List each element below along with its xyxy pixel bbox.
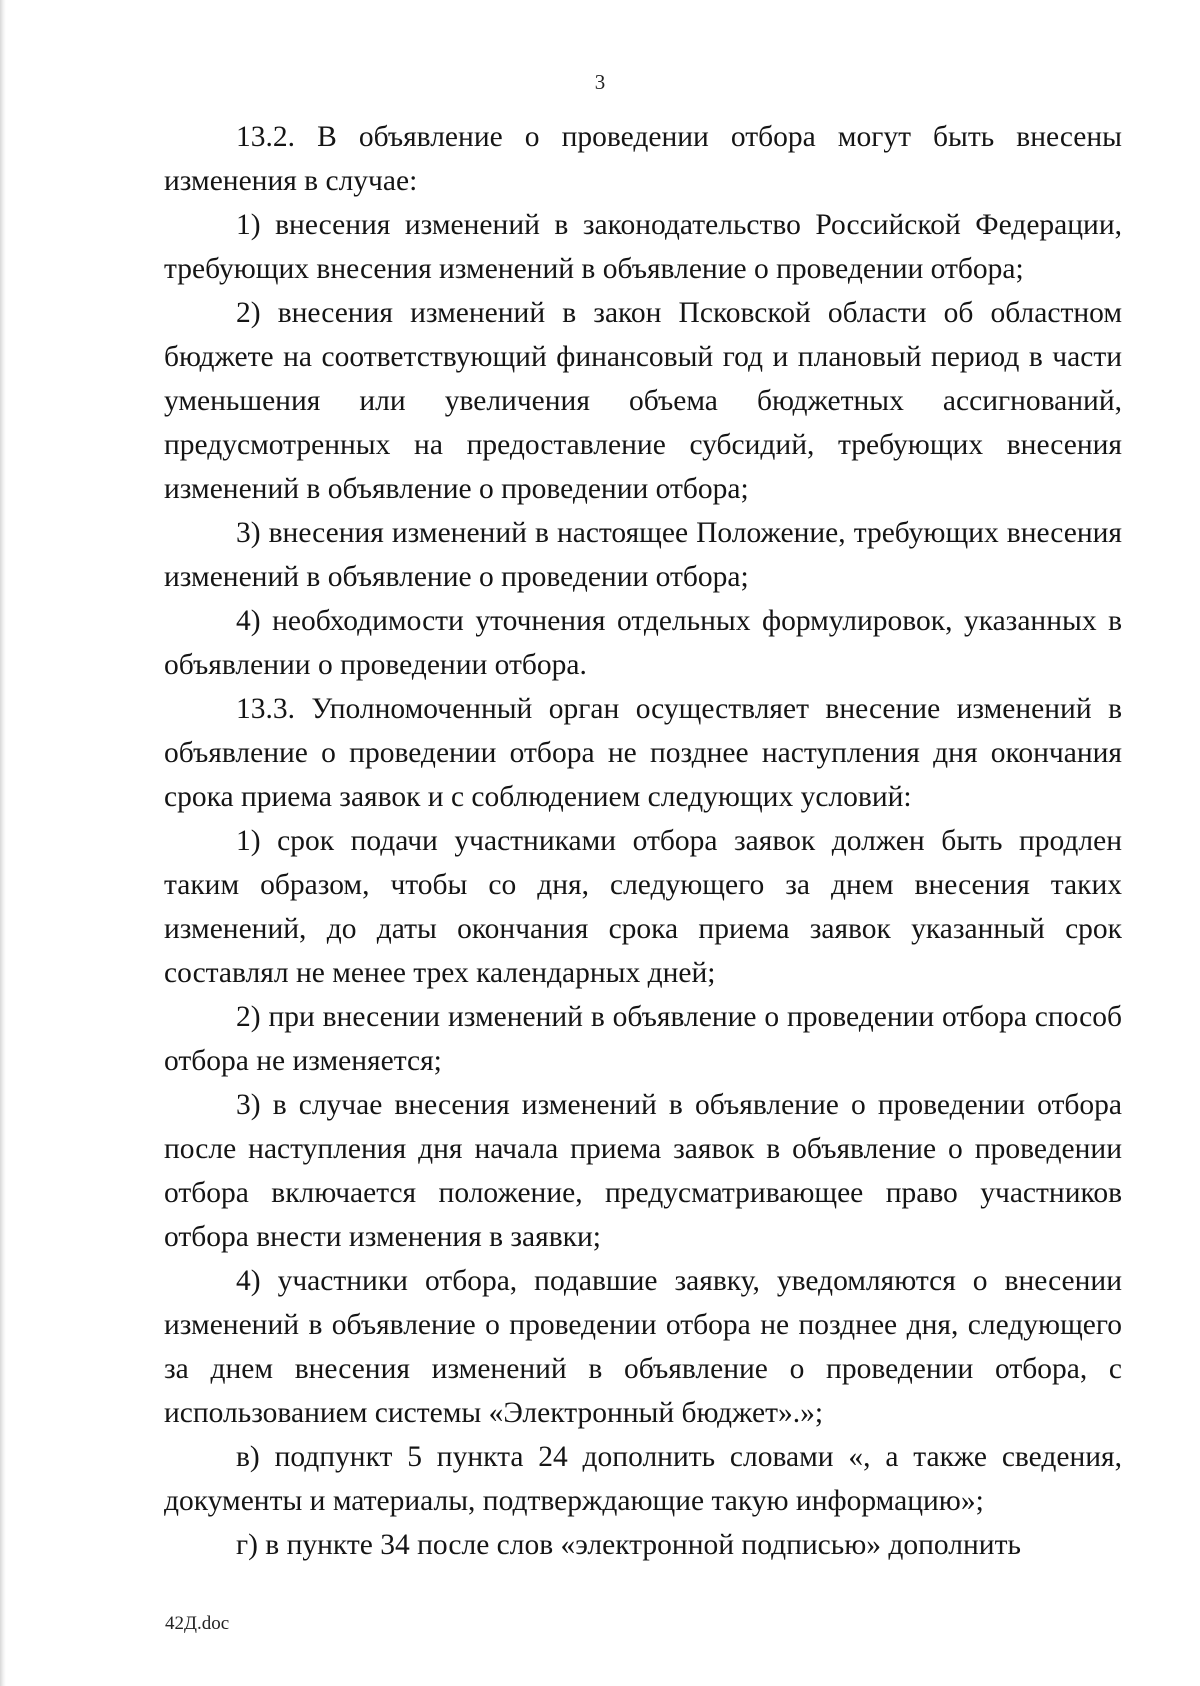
paragraph-v: в) подпункт 5 пункта 24 дополнить словами «, а также сведения, документы и материалы, подтверждающие такую информацию»; [164, 1441, 1122, 1517]
paragraph-13-2-item-2: 2) внесения изменений в закон Псковской области об областном бюджете на соответствующий финансовый год и плановый период в части уменьшения или увеличения объема бюджетных ассигнований, предусмотренных на предоставление субсидий, требующих внесения изменений в объявление о проведении отбора; [164, 297, 1122, 505]
paragraph-13-3-item-4: 4) участники отбора, подавшие заявку, уведомляются о внесении изменений в объявление о проведении отбора не позднее дня, следующего за днем внесения изменений в объявление о проведении отбора, с использованием системы «Электронный бюджет».»; [164, 1265, 1122, 1429]
scan-edge [0, 0, 6, 1686]
paragraph-13-2: 13.2. В объявление о проведении отбора могут быть внесены изменения в случае: [164, 121, 1122, 197]
paragraph-13-2-item-1: 1) внесения изменений в законодательство Российской Федерации, требующих внесения изменений в объявление о проведении отбора; [164, 209, 1122, 285]
document-body [164, 115, 1122, 1567]
paragraph-13-3-item-2: 2) при внесении изменений в объявление о проведении отбора способ отбора не изменяется; [164, 1001, 1122, 1077]
paragraph-13-3-item-1: 1) срок подачи участниками отбора заявок должен быть продлен таким образом, чтобы со дня, следующего за днем внесения таких изменений, до даты окончания срока приема заявок указанный срок составлял не менее трех календарных дней; [164, 825, 1122, 989]
paragraph-13-3: 13.3. Уполномоченный орган осуществляет внесение изменений в объявление о проведении отбора не позднее наступления дня окончания срока приема заявок и с соблюдением следующих условий: [164, 693, 1122, 813]
paragraph-13-2-item-3: 3) внесения изменений в настоящее Положение, требующих внесения изменений в объявление о проведении отбора; [164, 517, 1122, 593]
footer-filename: 42Д.doc [165, 1613, 230, 1634]
page-number: 3 [594, 70, 606, 94]
paragraph-13-2-item-4: 4) необходимости уточнения отдельных формулировок, указанных в объявлении о проведении отбора. [164, 605, 1122, 681]
paragraph-g: г) в пункте 34 после слов «электронной подписью» дополнить [236, 1529, 1021, 1561]
paragraph-13-3-item-3: 3) в случае внесения изменений в объявление о проведении отбора после наступления дня начала приема заявок в объявление о проведении отбора включается положение, предусматривающее право участников отбора внести изменения в заявки; [164, 1089, 1122, 1253]
